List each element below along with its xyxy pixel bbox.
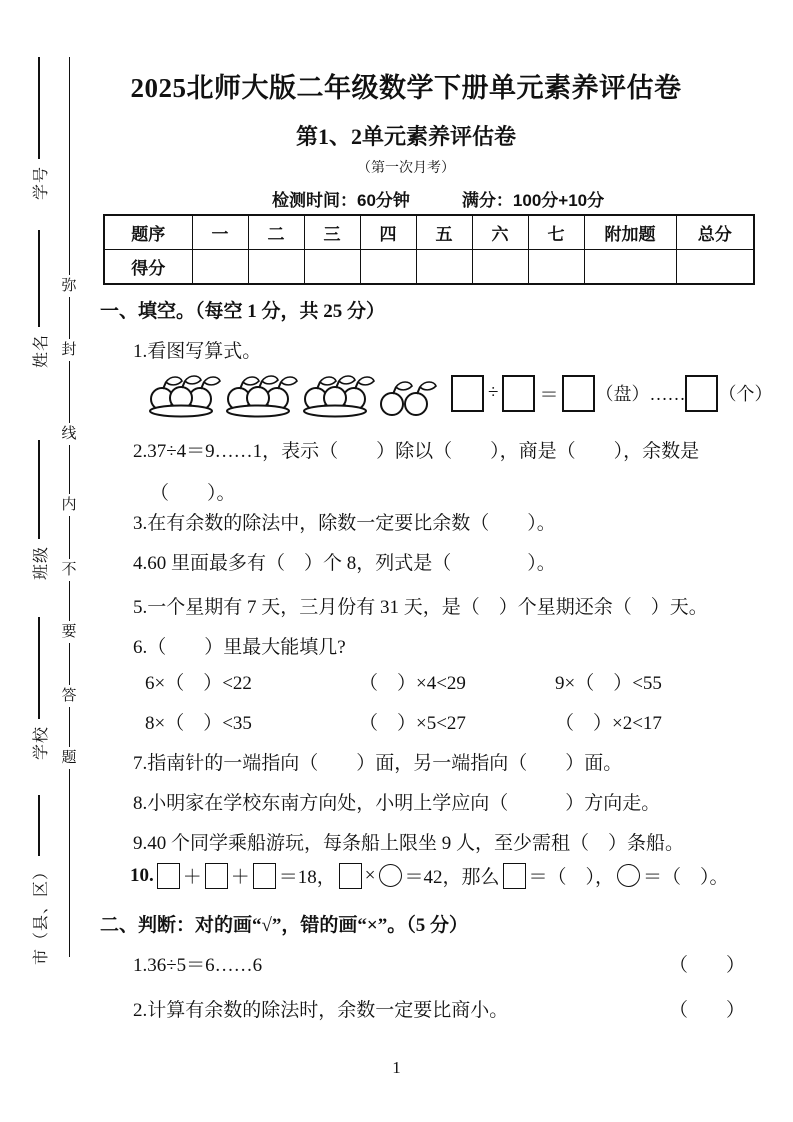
- times-sign: ×: [364, 864, 376, 886]
- page-title: 2025北师大版二年级数学下册单元素养评估卷: [130, 73, 682, 103]
- score-row-label: 得分: [104, 250, 192, 285]
- square-placeholder: [339, 863, 362, 889]
- city-county-blank-line: [38, 795, 40, 856]
- class-field: [28, 440, 50, 580]
- seal-char: 封: [61, 342, 77, 358]
- school-field: [28, 617, 50, 760]
- exam-subnote: （第一次月考）: [357, 161, 455, 176]
- seal-line-segment: [69, 57, 70, 275]
- question-8-text: 8.小明家在学校东南方向处，小明上学应向（ ）方向走。: [133, 793, 661, 814]
- score-header-cell: 题序: [104, 215, 192, 250]
- score-cell-empty: [248, 250, 304, 285]
- score-cell-empty: [304, 250, 360, 285]
- score-header-cell: 五: [416, 215, 472, 250]
- judge-item-text: 2.计算有余数的除法时，余数一定要比商小。: [133, 1000, 509, 1021]
- judge-item: [133, 995, 745, 1022]
- seal-char: 答: [61, 688, 77, 704]
- score-header-cell: 四: [360, 215, 416, 250]
- exam-total-score: 满分：100分+10分: [461, 191, 605, 210]
- section-2-heading: 二、判断：对的画“√”，错的画“×”。（5 分）: [100, 915, 469, 936]
- judge-item: [133, 950, 745, 977]
- seal-line: [60, 57, 78, 957]
- student-id-blank-line: [38, 57, 40, 159]
- question-6-text: 6.（ ）里最大能填几?: [133, 637, 346, 658]
- seal-char: 弥: [61, 278, 77, 294]
- question-7-text: 7.指南针的一端指向（ ）面，另一端指向（ ）面。: [133, 753, 623, 774]
- division-equation: [451, 375, 772, 412]
- fill-max-item: 8×（ ）<35: [145, 713, 252, 734]
- equation-text: ＝18，: [278, 867, 336, 888]
- question-3-text: 3.在有余数的除法中，除数一定要比余数（ ）。: [133, 513, 556, 534]
- seal-line-segment: [69, 297, 70, 339]
- answer-box: [502, 375, 535, 412]
- city-county-field: [28, 795, 50, 965]
- score-cell-empty: [472, 250, 528, 285]
- score-cell-empty: [416, 250, 472, 285]
- question-10-number: 10.: [130, 864, 154, 886]
- score-table-header-row: [104, 215, 754, 250]
- school-blank-line: [38, 617, 40, 719]
- seal-char: 线: [61, 426, 77, 442]
- divide-sign: ÷: [488, 382, 499, 403]
- square-placeholder: [157, 863, 180, 889]
- question-10-row: [130, 862, 729, 889]
- student-name-label: 姓名: [32, 333, 50, 368]
- seal-line-segment: [69, 581, 70, 621]
- score-header-cell: 六: [472, 215, 528, 250]
- student-name-field: [28, 230, 50, 368]
- circle-placeholder: [379, 864, 402, 887]
- question-1-figure-row: [145, 362, 772, 424]
- seal-line-segment: [69, 361, 70, 423]
- city-county-label: 市（县、区）: [32, 862, 50, 965]
- seal-line-segment: [69, 516, 70, 559]
- question-2-text: 2.37÷4＝9……1，表示（ ）除以（ ），商是（ ），余数是: [133, 441, 700, 462]
- score-header-cell: 三: [304, 215, 360, 250]
- seal-char: 不: [61, 562, 77, 578]
- question-2-continuation: （ ）。: [150, 483, 236, 504]
- page-number: 1: [392, 1058, 401, 1077]
- fill-max-item: 9×（ ）<55: [555, 673, 662, 694]
- answer-box: [685, 375, 718, 412]
- fill-max-item: 6×（ ）<22: [145, 673, 252, 694]
- square-placeholder: [205, 863, 228, 889]
- score-header-cell: 一: [192, 215, 248, 250]
- seal-char: 内: [61, 497, 77, 513]
- score-cell-empty: [360, 250, 416, 285]
- unit-plates: （盘）……: [595, 384, 686, 404]
- equation-text: ＝42，那么: [404, 867, 500, 888]
- score-cell-empty: [676, 250, 754, 285]
- apples-illustration: [145, 362, 441, 424]
- question-5-text: 5.一个星期有 7 天，三月份有 31 天，是（ ）个星期还余（ ）天。: [133, 597, 708, 618]
- square-answer-text: ＝（ ），: [528, 867, 615, 888]
- judge-answer-parens: （ ）: [668, 1000, 745, 1021]
- judge-item-text: 1.36÷5＝6……6: [133, 955, 263, 976]
- score-cell-empty: [192, 250, 248, 285]
- score-cell-empty: [528, 250, 584, 285]
- school-label: 学校: [32, 725, 50, 760]
- unit-pieces: （个）: [718, 384, 773, 404]
- plus-sign: ＋: [182, 867, 202, 888]
- score-cell-empty: [584, 250, 676, 285]
- seal-line-segment: [69, 643, 70, 685]
- score-header-cell: 附加题: [584, 215, 676, 250]
- score-header-cell: 二: [248, 215, 304, 250]
- fill-max-item: （ ）×2<17: [555, 713, 662, 734]
- plus-sign: ＋: [230, 867, 250, 888]
- fill-max-item: （ ）×4<29: [359, 673, 466, 694]
- score-header-cell: 七: [528, 215, 584, 250]
- question-6-row-2: [145, 708, 662, 735]
- exam-subtitle: 第1、2单元素养评估卷: [295, 124, 516, 149]
- student-id-label: 学号: [32, 165, 50, 200]
- seal-char: 题: [61, 750, 77, 766]
- student-id-field: [28, 57, 50, 200]
- question-9-text: 9.40 个同学乘船游玩，每条船上限坐 9 人，至少需租（ ）条船。: [133, 833, 685, 854]
- class-label: 班级: [32, 545, 50, 580]
- seal-line-segment: [69, 769, 70, 957]
- exam-duration: 检测时间：60分钟: [272, 191, 410, 210]
- section-1-heading: 一、填空。（每空 1 分，共 25 分）: [100, 301, 386, 322]
- answer-box: [562, 375, 595, 412]
- seal-char: 要: [61, 624, 77, 640]
- seal-line-segment: [69, 707, 70, 747]
- square-placeholder: [253, 863, 276, 889]
- question-6-row-1: [145, 668, 662, 695]
- fill-max-item: （ ）×5<27: [359, 713, 466, 734]
- square-placeholder: [503, 863, 526, 889]
- circle-answer-text: ＝（ ）。: [643, 867, 729, 888]
- score-header-cell: 总分: [676, 215, 754, 250]
- student-name-blank-line: [38, 230, 40, 327]
- exam-meta: [272, 186, 604, 211]
- score-table: [103, 214, 755, 285]
- class-blank-line: [38, 440, 40, 539]
- judge-answer-parens: （ ）: [668, 955, 745, 976]
- question-4-text: 4.60 里面最多有（ ）个 8，列式是（ ）。: [133, 553, 556, 574]
- score-table-score-row: [104, 250, 754, 285]
- circle-placeholder: [617, 864, 640, 887]
- answer-box: [451, 375, 484, 412]
- equals-sign: ＝: [539, 384, 559, 406]
- question-1-label: 1.看图写算式。: [133, 341, 262, 362]
- seal-line-segment: [69, 445, 70, 494]
